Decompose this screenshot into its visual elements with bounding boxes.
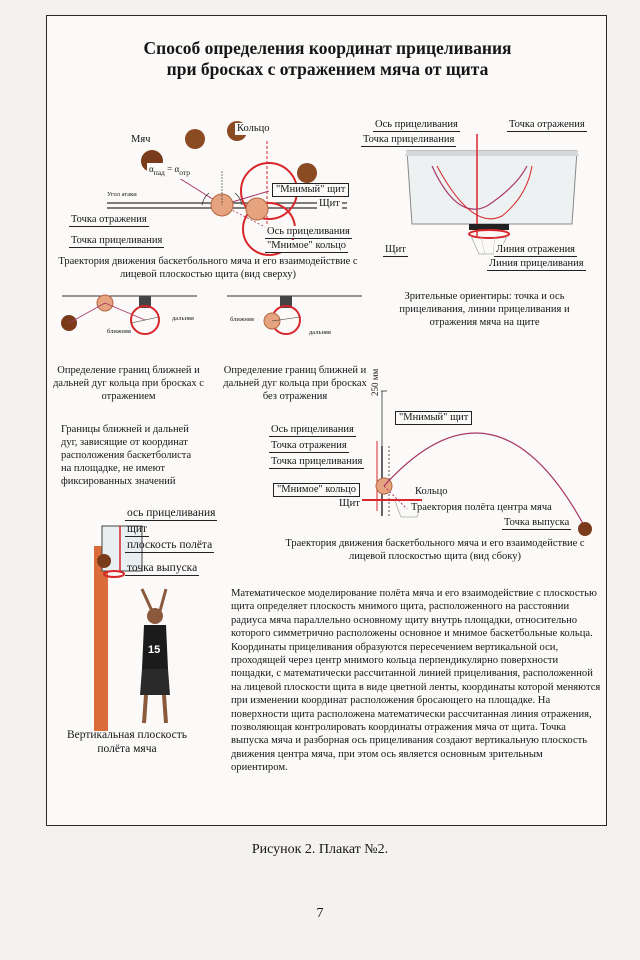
equals-sign: = [167, 164, 173, 174]
alpha-otr: α [174, 164, 180, 174]
top-view-caption: Траектория движения баскетбольного мяча и его взаимодействие с лицевой плоскостью щита (вид сверху) [58, 256, 358, 280]
alpha-pad-sub: пад [153, 167, 165, 177]
pole [94, 546, 108, 731]
label-arc-d-near: ближняя [230, 316, 254, 323]
label-vp-aiming-axis: ось прицеливания [127, 507, 216, 519]
label-ring: Кольцо [237, 123, 270, 134]
label-angles [147, 163, 192, 179]
backboard-face [407, 151, 577, 224]
figure-caption: Рисунок 2. Плакат №2. [251, 842, 389, 857]
alpha-pad: α [149, 164, 154, 174]
arcs-note: Границы ближней и дальней дуг, зависящие от координат расположения баскетболиста на площадке, не имеют фиксированных значений [61, 424, 192, 487]
label-bv-aiming-line: Линия прицеливания [489, 258, 584, 269]
poster [46, 15, 607, 826]
label-aiming-point: Точка прицеливания [71, 235, 163, 246]
board-view-caption: Зрительные ориентиры: точка и ось прицеливания, линии прицеливания и отражения мяча на щите [399, 291, 570, 328]
label-arc-r-near: ближняя [107, 328, 131, 335]
arcs-direct-caption: Определение границ ближней и дальней дуг кольца при бросках без отражения [223, 365, 367, 402]
label-arc-d-far: дальняя [309, 329, 331, 336]
label-vp-flight-plane: плоскость полёта [127, 539, 213, 551]
label-virtual-ring: "Мнимое" кольцо [267, 240, 347, 251]
label-arc-r-far: дальняя [172, 315, 194, 322]
ball-4 [297, 163, 317, 183]
ball-ghost-2 [246, 198, 268, 220]
label-sv-ring: Кольцо [415, 486, 448, 497]
label-aiming-axis: Ось прицеливания [267, 226, 350, 237]
title-line-1: Способ определения координат прицеливания [143, 38, 512, 58]
label-bv-reflection-point: Точка отражения [509, 119, 585, 130]
label-sv-trajectory: Траектория полёта центра мяча [411, 502, 552, 513]
label-bv-board: Щит [385, 244, 406, 255]
side-view-caption: Траектория движения баскетбольного мяча и его взаимодействие с лицевой плоскостью щита (вид сбоку) [285, 538, 585, 562]
ball-2 [185, 129, 205, 149]
label-bv-reflection-line: Линия отражения [496, 244, 576, 255]
alpha-otr-sub: отр [179, 167, 190, 177]
poster-title [47, 38, 608, 80]
label-sv-virtual-ring: "Мнимое" кольцо [273, 483, 360, 497]
label-sv-board: Щит [339, 498, 360, 509]
vertical-plane-caption: Вертикальная плоскость полёта мяча [66, 729, 188, 755]
label-board: Щит [319, 198, 340, 209]
jersey-number: 15 [148, 644, 161, 656]
label-sv-release-point: Точка выпуска [504, 517, 570, 528]
backboard-top-edge [405, 151, 579, 156]
label-sv-aiming-axis: Ось прицеливания [271, 424, 354, 435]
title-line-2: при бросках с отражением мяча от щита [166, 59, 489, 79]
label-angle-attack: Угол атаки [107, 191, 137, 198]
label-vp-board: щит [127, 523, 148, 535]
label-virtual-board: "Мнимый" щит [272, 183, 349, 197]
arcs-reflect-caption: Определение границ ближней и дальней дуг кольца при бросках с отражением [53, 365, 204, 402]
label-bv-aiming-point: Точка прицеливания [363, 134, 455, 145]
label-dimension: 250 мм [370, 368, 380, 396]
label-sv-reflection-point: Точка отражения [271, 440, 347, 451]
label-vp-release-point: точка выпуска [127, 562, 198, 574]
rim [469, 230, 509, 238]
label-bv-aiming-axis: Ось прицеливания [375, 119, 458, 130]
label-reflection-point: Точка отражения [71, 214, 147, 225]
label-sv-virtual-board: "Мнимый" щит [395, 411, 472, 425]
page-number: 7 [316, 906, 324, 921]
label-sv-aiming-point: Точка прицеливания [271, 456, 363, 467]
label-ball: Мяч [131, 134, 151, 145]
poster-body-text: Математическое моделирование полёта мяча и его взаимодействие с плоскостью щита определяет плоскость мнимого щита, расположенного на расстоянии радиуса мяча параллельно основному щиту внутрь площадки, относительно которого симметрично расположены основное и мнимое баскетбольные кольца. Координаты прицеливания образуются пересечением вертикальной оси, проходящей через центр мнимого кольца перпендикулярно поверхности пощадки, с математически рассчитанной линией прицеливания, расположенной на лицевой плоскости щита в виде цветной ленты, координаты которой меняются при изменении координат расположения бросающего на площадке. На поверхности щита расположена математически рассчитанная линия отражения, позволяющая контролировать координаты отражения мяча от щита. Точка выпуска мяча и разборная ось прицеливания создают вертикальную плоскость движения центра мяча, при этом ось является основным зрительным ориентиром. [231, 588, 601, 774]
